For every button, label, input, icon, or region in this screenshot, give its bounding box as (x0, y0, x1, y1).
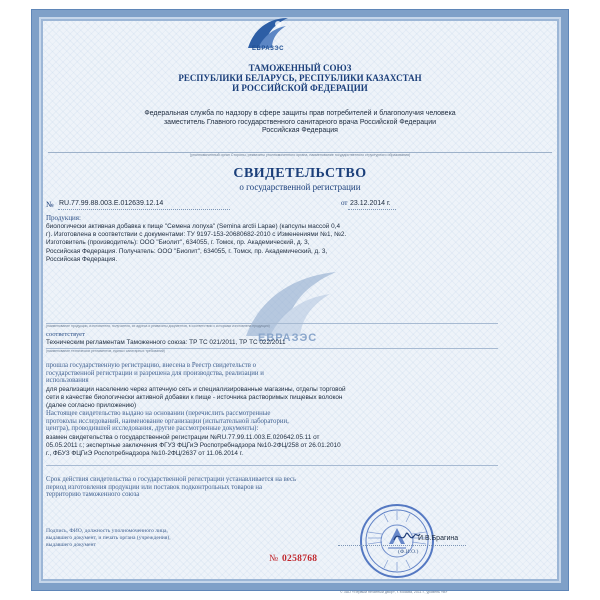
signature-caption-line: выдавшего документ, и печать органа (учреждения), (46, 535, 171, 541)
basis-intro (46, 410, 498, 433)
product-caption: (наименование продукции, изготовителя, получателя, их адреса и реквизиты документов, в соответствии с которыми изготовлена продукция) (46, 324, 270, 328)
number-underline (58, 209, 230, 210)
fio-caption: (Ф.И.О.) (398, 549, 419, 555)
union-line: РЕСПУБЛИКИ БЕЛАРУСЬ, РЕСПУБЛИКИ КАЗАХСТАН (178, 73, 422, 83)
product-line: биологически активная добавка к пище "Семена лопуха" (Semina arctii Lapae) (капсулы массой 0,4 (46, 223, 340, 230)
registration-line: государственной регистрации и разрешена для производства, реализации и (46, 369, 264, 377)
date-underline (348, 209, 396, 210)
product-line: Изготовитель (производитель): ООО "Биолит", 634055, г. Томск, пр. Академический, д. 3, (46, 239, 310, 247)
conformity-label: соответствует (46, 331, 85, 338)
signature-caption-line: Подпись, ФИО, должность уполномоченного лица, (46, 528, 168, 534)
serial-number: 0258768 (282, 554, 318, 564)
authority-caption: (уполномоченный орган Стороны, реквизиты уполномоченного органа, наименование государственного структурного образования) (189, 153, 411, 157)
product-line: Российская Федерация. (46, 255, 118, 263)
union-line: ТАМОЖЕННЫЙ СОЮЗ (248, 63, 352, 73)
certificate-subtitle: о государственной регистрации (239, 182, 361, 192)
usage-line: сети в качестве биологически активной добавки к пище - источника растворимых пищевых волокон (46, 394, 343, 402)
basis-intro-line: протоколы исследований, наименование организации (испытательной лаборатории, (46, 417, 289, 425)
usage-line: для реализации населению через аптечную сеть и специализированные магазины, отделы торговой (46, 386, 346, 393)
registration-line: прошла государственную регистрацию, внесена в Реестр свидетельств о (46, 362, 257, 369)
basis-intro-line: центра), проводившей исследования, другие рассмотренные документы): (46, 425, 259, 433)
authority-line: Федеральная служба по надзору в сфере защиты прав потребителей и благополучия человека (144, 110, 456, 117)
conformity-caption: (наименование технических регламентов, единых санитарных требований) (46, 349, 165, 353)
logo-text: ЕВРАЗЭС (251, 46, 284, 52)
printer-footer: © ЗАО «Первый печатный двор», г. Москва, 2011 г., уровень «В» (340, 590, 448, 594)
conformity-text: Техническим регламентам Таможенного союза: ТР ТС 021/2011, ТР ТС 022/2011 (46, 339, 286, 346)
validity-line: Срок действия свидетельства о государственной регистрации устанавливается на весь (46, 476, 297, 483)
product-line: Российская Федерация. Получатель: ООО "Биолит", 634055, г. Томск, пр. Академический, д. 3, (46, 247, 328, 255)
certificate-title: СВИДЕТЕЛЬСТВО (233, 166, 367, 181)
customs-union-heading (0, 63, 600, 93)
validity-line: территорию таможенного союза (46, 491, 140, 499)
basis-documents (46, 434, 498, 459)
certificate-number: RU.77.99.88.003.E.012639.12.14 (59, 200, 164, 207)
union-line: И РОССИЙСКОЙ ФЕДЕРАЦИИ (232, 83, 368, 93)
usage-scope (46, 386, 498, 411)
registration-statement (46, 362, 498, 385)
product-line: г). Изготовлена в соответствии с документами: ТУ 9197-153-20680682-2010 с Изменениями №1, №2. (46, 231, 347, 239)
basis-line: г., ФБУЗ ФЦГиЭ Роспотребнадзора №10-2ФЦ/2637 от 11.06.2014 г. (46, 450, 244, 458)
basis-line: 05.05.2011 г.; экспертные заключения ФГУЗ ФЦГиЭ Роспотребнадзора №10-2ФЦ/258 от 26.01.2010 (46, 442, 341, 450)
date-label: от (341, 199, 348, 207)
serial-prefix: № (269, 554, 279, 564)
divider (46, 465, 498, 466)
signature-caption-line: выдавшего документ (46, 542, 96, 548)
emblem-text: ЕВРАЗЭС (258, 332, 318, 344)
signature-underline (338, 545, 466, 546)
basis-intro-line: Настоящее свидетельство выдано на основании (перечислить рассмотренные (46, 410, 271, 417)
signature-caption (46, 528, 171, 549)
product-description (46, 223, 498, 264)
certificate-date: 23.12.2014 г. (350, 200, 391, 207)
authority-line: заместитель Главного государственного санитарного врача Российской Федерации (163, 118, 437, 126)
product-label: Продукция: (46, 214, 81, 222)
number-label: № (46, 200, 54, 209)
authority-line: Российская Федерация (262, 127, 338, 134)
validity-line: период изготовления продукции или поставок подконтрольных товаров на (46, 483, 263, 491)
usage-line: (далее согласно приложению) (46, 402, 137, 410)
signatory-name: И.В.Брагина (418, 535, 459, 542)
registration-line: использования (46, 377, 89, 385)
validity-statement (46, 476, 498, 499)
issuing-authority (40, 110, 560, 136)
basis-line: взамен свидетельства о государственной регистрации №RU.77.99.11.003.E.020642.05.11 от (46, 434, 320, 441)
